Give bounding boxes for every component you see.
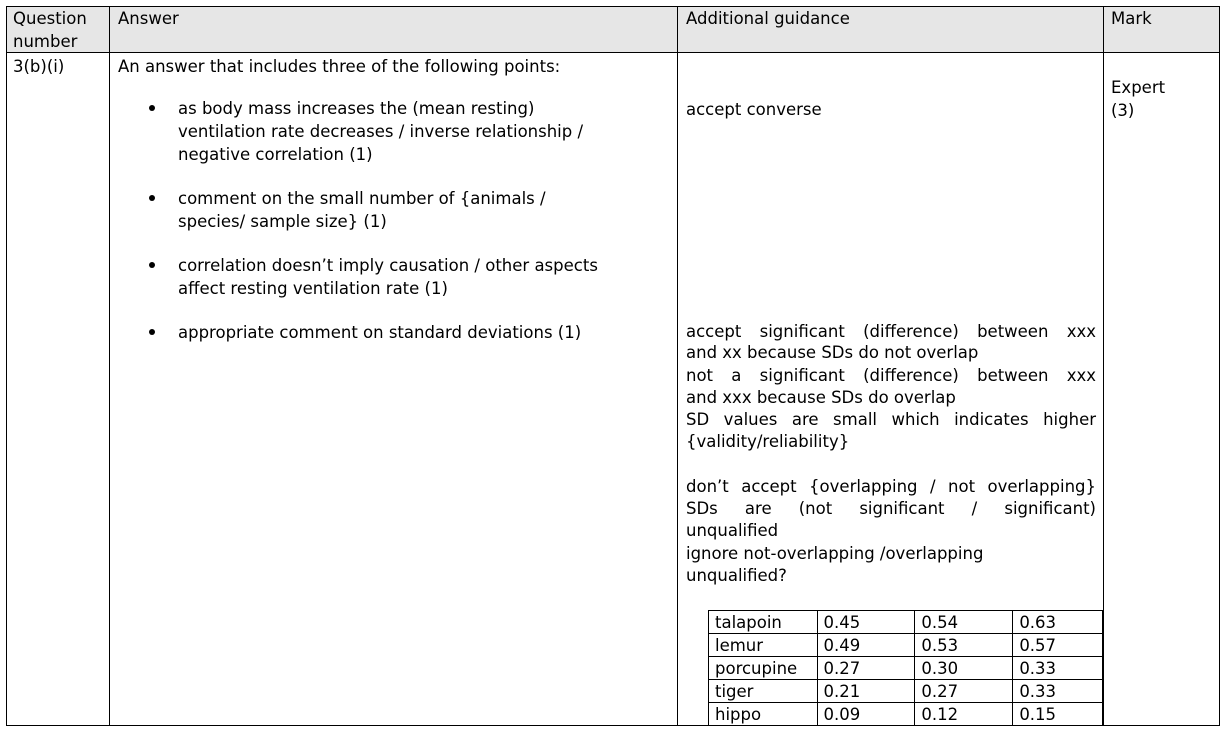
header-question-number-line-2: number <box>13 32 78 51</box>
question-number: 3(b)(i) <box>13 57 65 76</box>
mark-value: (3) <box>1111 101 1135 120</box>
sd-value-cell: 0.57 <box>1013 634 1103 657</box>
sd-table-row <box>709 657 1103 680</box>
answer-point-4-line-1: appropriate comment on standard deviations (1) <box>178 323 582 342</box>
sd-value-cell: 0.09 <box>817 703 915 726</box>
answer-point-3-line-2: affect resting ventilation rate (1) <box>178 279 448 298</box>
header-question-number-line-1: Question <box>13 9 87 28</box>
guidance-sd-line-2: and xx because SDs do not overlap <box>686 343 979 362</box>
sd-value-cell: 0.21 <box>817 680 915 703</box>
header-row-background <box>6 6 1219 52</box>
column-divider-2 <box>677 6 678 726</box>
sd-value-cell: 0.33 <box>1013 680 1103 703</box>
column-divider-1 <box>109 6 110 726</box>
answer-point-1-line-1: as body mass increases the (mean resting) <box>178 99 535 118</box>
sd-value-cell: 0.63 <box>1013 611 1103 634</box>
sd-animal-cell: lemur <box>709 634 818 657</box>
bullet-icon <box>149 195 155 201</box>
table-border-top <box>6 6 1220 7</box>
guidance-reject-line-3: unqualified <box>686 521 779 540</box>
guidance-reject-line-5: unqualified? <box>686 566 787 585</box>
header-answer: Answer <box>118 9 179 28</box>
sd-value-cell: 0.53 <box>915 634 1013 657</box>
answer-point-1-line-3: negative correlation (1) <box>178 145 373 164</box>
sd-value-cell: 0.33 <box>1013 657 1103 680</box>
answer-point-1-line-2: ventilation rate decreases / inverse relationship / <box>178 122 584 141</box>
sd-animal-cell: tiger <box>709 680 818 703</box>
sd-animal-cell: talapoin <box>709 611 818 634</box>
sd-value-cell: 0.15 <box>1013 703 1103 726</box>
answer-intro: An answer that includes three of the following points: <box>118 57 561 76</box>
answer-point-3-line-1: correlation doesn’t imply causation / other aspects <box>178 256 598 275</box>
sd-table-row <box>709 634 1103 657</box>
sd-value-cell: 0.27 <box>915 680 1013 703</box>
table-border-left <box>6 6 7 726</box>
sd-value-cell: 0.45 <box>817 611 915 634</box>
column-divider-3 <box>1103 6 1104 726</box>
header-mark: Mark <box>1111 9 1152 28</box>
guidance-sd-line-1: accept significant (difference) between xxx <box>686 322 1096 341</box>
sd-value-cell: 0.54 <box>915 611 1013 634</box>
standard-deviation-table <box>708 610 1103 726</box>
sd-table-row <box>709 611 1103 634</box>
guidance-reject-line-4: ignore not-overlapping /overlapping <box>686 544 984 563</box>
guidance-accept-converse: accept converse <box>686 100 822 119</box>
guidance-sd-line-4: and xxx because SDs do overlap <box>686 388 956 407</box>
guidance-sd-line-3: not a significant (difference) between xxx <box>686 366 1096 385</box>
guidance-sd-line-5: SD values are small which indicates higher <box>686 410 1096 429</box>
guidance-reject-line-1: don’t accept {overlapping / not overlapping} <box>686 477 1096 496</box>
bullet-icon <box>149 329 155 335</box>
sd-value-cell: 0.49 <box>817 634 915 657</box>
table-border-right <box>1219 6 1220 726</box>
answer-point-2-line-2: species/ sample size} (1) <box>178 212 387 231</box>
sd-value-cell: 0.30 <box>915 657 1013 680</box>
sd-value-cell: 0.27 <box>817 657 915 680</box>
mark-skill: Expert <box>1111 78 1166 97</box>
header-additional-guidance: Additional guidance <box>686 9 850 28</box>
sd-animal-cell: hippo <box>709 703 818 726</box>
header-divider <box>6 52 1220 53</box>
sd-table-row <box>709 703 1103 726</box>
guidance-reject-line-2: SDs are (not significant / significant) <box>686 499 1096 518</box>
sd-value-cell: 0.12 <box>915 703 1013 726</box>
sd-table-row <box>709 680 1103 703</box>
bullet-icon <box>149 262 155 268</box>
answer-point-2-line-1: comment on the small number of {animals / <box>178 189 546 208</box>
guidance-sd-line-6: {validity/reliability} <box>686 432 850 451</box>
bullet-icon <box>149 105 155 111</box>
sd-animal-cell: porcupine <box>709 657 818 680</box>
